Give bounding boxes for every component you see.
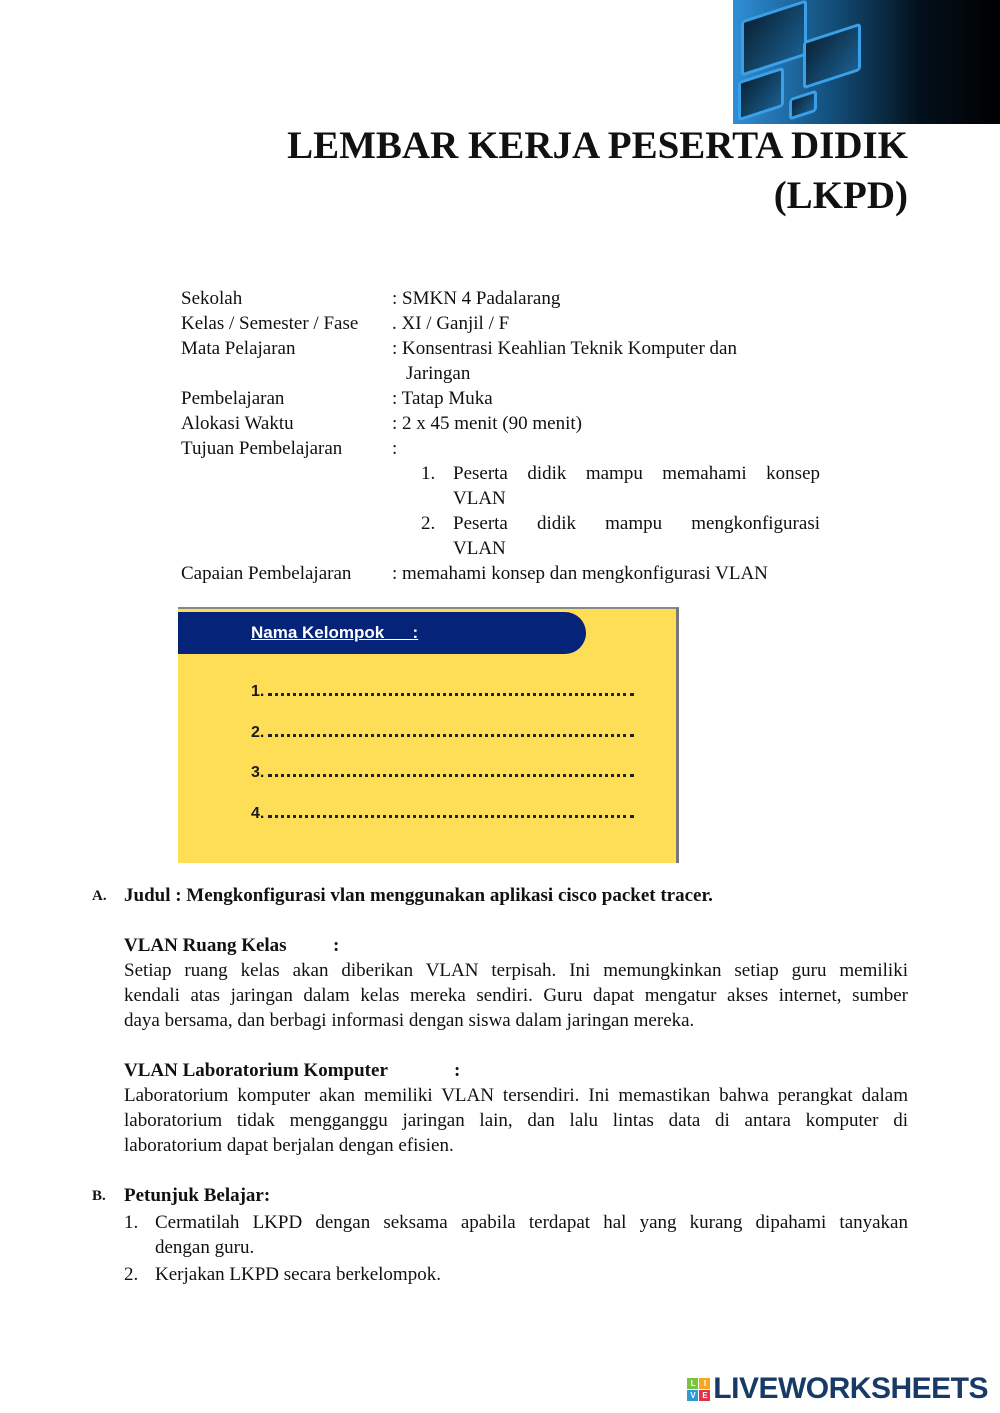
section-letter: A. xyxy=(92,888,107,904)
subsection-colon: : xyxy=(333,935,340,956)
group-member-num: 3. xyxy=(251,764,265,781)
instruction-text-cont: dengan guru. xyxy=(155,1237,255,1258)
monitor-icon xyxy=(741,0,807,77)
paragraph-vlan-lab xyxy=(124,1083,908,1158)
text-line: Setiap ruang kelas akan diberikan VLAN terpisah. Ini memungkinkan setiap guru memiliki xyxy=(124,960,908,981)
tujuan-text: Peserta didik mampu memahami konsep xyxy=(453,463,820,484)
group-member-num: 2. xyxy=(251,724,265,741)
header-banner-image xyxy=(733,0,1000,124)
info-value: : 2 x 45 menit (90 menit) xyxy=(392,413,582,434)
subsection-colon: : xyxy=(454,1060,461,1081)
logo-letter: I xyxy=(699,1378,710,1389)
group-member-field[interactable] xyxy=(251,805,634,823)
info-value: : SMKN 4 Padalarang xyxy=(392,288,561,309)
instruction-text: Cermatilah LKPD dengan seksama apabila terdapat hal yang kurang dipahami tanyakan xyxy=(155,1212,908,1233)
group-member-field[interactable] xyxy=(251,764,634,782)
nama-kelompok-box xyxy=(178,607,679,863)
section-a-title: Judul : Mengkonfigurasi vlan menggunakan aplikasi cisco packet tracer. xyxy=(124,885,713,906)
logo-letter: V xyxy=(687,1390,698,1401)
logo-letter: L xyxy=(687,1378,698,1389)
logo-icon xyxy=(687,1378,710,1401)
subsection-title: VLAN Laboratorium Komputer xyxy=(124,1060,388,1081)
nama-kelompok-title: Nama Kelompok : xyxy=(178,612,586,654)
info-value: . XI / Ganjil / F xyxy=(392,313,510,334)
group-member-field[interactable] xyxy=(251,683,634,701)
tujuan-text: Peserta didik mampu mengkonfigurasi xyxy=(453,513,820,534)
info-value-cont: Jaringan xyxy=(406,363,471,384)
tujuan-num: 1. xyxy=(421,463,436,484)
info-label: Kelas / Semester / Fase xyxy=(181,313,359,334)
group-member-num: 4. xyxy=(251,805,265,822)
section-letter: B. xyxy=(92,1188,106,1204)
page-title: LEMBAR KERJA PESERTA DIDIK xyxy=(287,124,908,167)
info-label: Alokasi Waktu xyxy=(181,413,294,434)
info-label: Sekolah xyxy=(181,288,243,309)
info-value: : xyxy=(392,438,398,459)
info-label: Tujuan Pembelajaran xyxy=(181,438,343,459)
instruction-num: 2. xyxy=(124,1264,139,1285)
liveworksheets-logo xyxy=(687,1372,988,1406)
instruction-num: 1. xyxy=(124,1212,139,1233)
info-value: : Tatap Muka xyxy=(392,388,493,409)
text-line: kendali atas jaringan dalam kelas mereka sendiri. Guru dapat mengatur akses internet, sumber xyxy=(124,985,908,1006)
logo-text: LIVEWORKSHEETS xyxy=(713,1372,988,1405)
info-label: Capaian Pembelajaran xyxy=(181,563,352,584)
info-label: Pembelajaran xyxy=(181,388,285,409)
info-label: Mata Pelajaran xyxy=(181,338,296,359)
page-title-sub: (LKPD) xyxy=(773,174,908,217)
tujuan-text-cont: VLAN xyxy=(453,538,506,559)
instruction-text: Kerjakan LKPD secara berkelompok. xyxy=(155,1264,441,1285)
info-value: : memahami konsep dan mengkonfigurasi VLAN xyxy=(392,563,768,584)
tujuan-num: 2. xyxy=(421,513,436,534)
text-line: daya bersama, dan berbagi informasi dengan siswa dalam jaringan mereka. xyxy=(124,1010,695,1031)
tujuan-text-cont: VLAN xyxy=(453,488,506,509)
subsection-title: VLAN Ruang Kelas xyxy=(124,935,287,956)
group-member-field[interactable] xyxy=(251,724,634,742)
section-b-title: Petunjuk Belajar: xyxy=(124,1185,271,1206)
info-value: : Konsentrasi Keahlian Teknik Komputer dan xyxy=(392,338,737,359)
monitor-icon xyxy=(803,23,861,90)
logo-letter: E xyxy=(699,1390,710,1401)
text-line: Laboratorium komputer akan memiliki VLAN tersendiri. Ini memastikan bahwa perangkat dalam xyxy=(124,1085,908,1106)
text-line: laboratorium tidak mengganggu jaringan lain, dan lalu lintas data di antara komputer di xyxy=(124,1110,908,1131)
text-line: laboratorium dapat berjalan dengan efisien. xyxy=(124,1135,454,1156)
monitor-icon xyxy=(789,89,817,120)
group-member-num: 1. xyxy=(251,683,265,700)
paragraph-vlan-kelas xyxy=(124,958,908,1033)
